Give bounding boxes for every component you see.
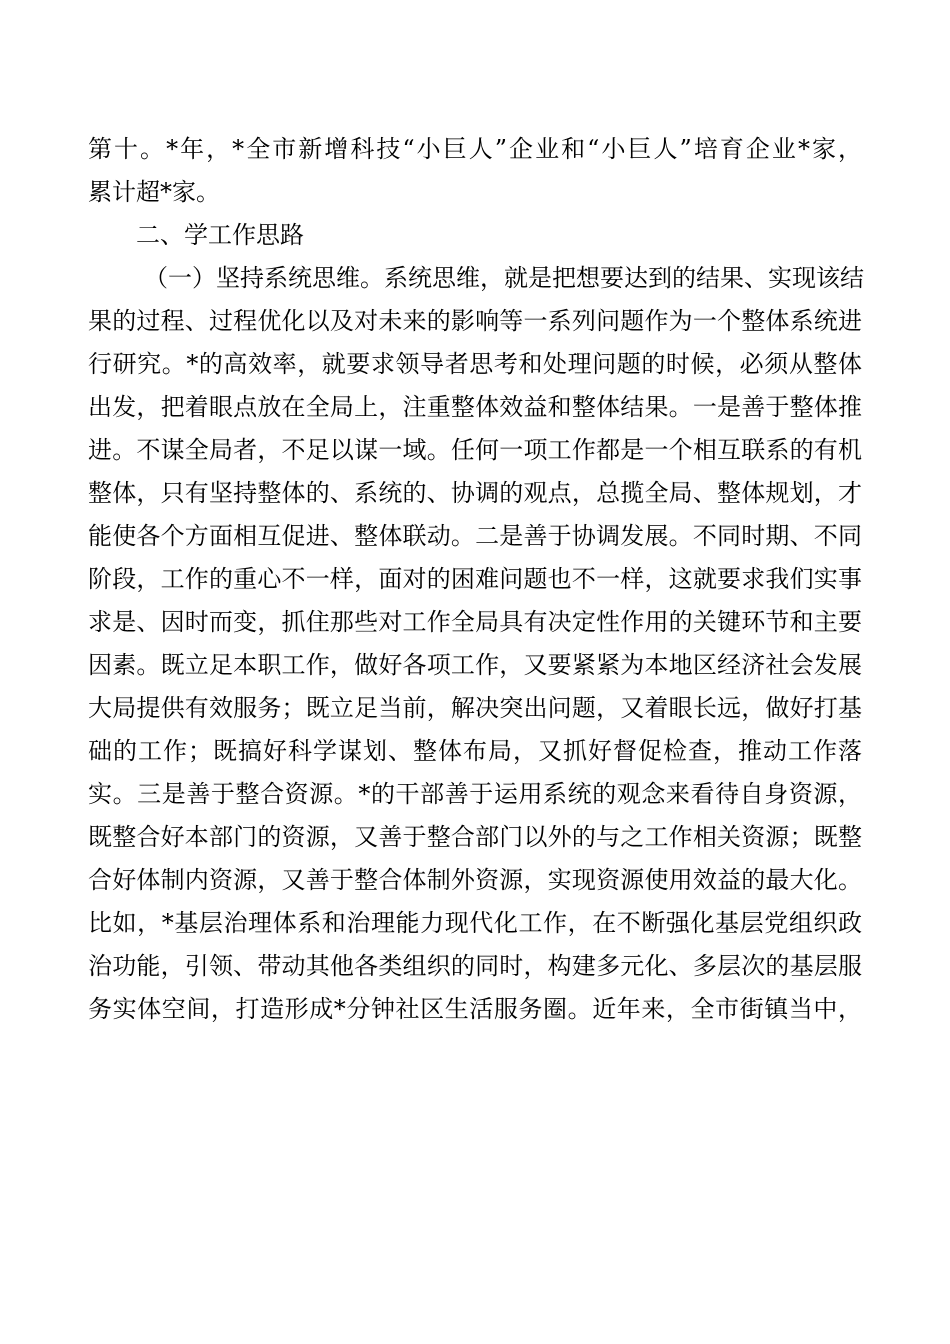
paragraph-line: 求是、因时而变，抓住那些对工作全局具有决定性作用的关键环节和主要 bbox=[88, 608, 862, 636]
paragraph-line: 整体，只有坚持整体的、系统的、协调的观点，总揽全局、整体规划，才 bbox=[88, 479, 862, 507]
paragraph-line: 既整合好本部门的资源，又善于整合部门以外的与之工作相关资源；既整 bbox=[88, 823, 862, 851]
paragraph-line: 因素。既立足本职工作，做好各项工作，又要紧紧为本地区经济社会发展 bbox=[88, 651, 862, 679]
paragraph-line: 第十。*年，*全市新增科技“小巨人”企业和“小巨人”培育企业*家， bbox=[88, 135, 862, 163]
paragraph-line: 行研究。*的高效率，就要求领导者思考和处理问题的时候，必须从整体 bbox=[88, 350, 862, 378]
document-body bbox=[88, 128, 862, 1031]
paragraph-line: 合好体制内资源，又善于整合体制外资源，实现资源使用效益的最大化。 bbox=[88, 866, 862, 894]
paragraph-line: 阶段，工作的重心不一样，面对的困难问题也不一样，这就要求我们实事 bbox=[88, 565, 862, 593]
paragraph-line: 进。不谋全局者，不足以谋一域。任何一项工作都是一个相互联系的有机 bbox=[88, 436, 862, 464]
paragraph-line: 实。三是善于整合资源。*的干部善于运用系统的观念来看待自身资源， bbox=[88, 780, 862, 808]
paragraph-line: 能使各个方面相互促进、整体联动。二是善于协调发展。不同时期、不同 bbox=[88, 522, 862, 550]
paragraph-line: 比如，*基层治理体系和治理能力现代化工作，在不断强化基层党组织政 bbox=[88, 909, 862, 937]
paragraph-line: 累计超*家。 bbox=[88, 178, 220, 206]
paragraph-line: 果的过程、过程优化以及对未来的影响等一系列问题作为一个整体系统进 bbox=[88, 307, 862, 335]
subsection-heading-line: （一）坚持系统思维。系统思维，就是把想要达到的结果、实现该结 bbox=[144, 264, 864, 292]
paragraph-line: 治功能，引领、带动其他各类组织的同时，构建多元化、多层次的基层服 bbox=[88, 952, 862, 980]
section-heading: 二、学工作思路 bbox=[136, 221, 304, 249]
paragraph-line: 础的工作；既搞好科学谋划、整体布局，又抓好督促检查，推动工作落 bbox=[88, 737, 862, 765]
paragraph-line: 出发，把着眼点放在全局上，注重整体效益和整体结果。一是善于整体推 bbox=[88, 393, 862, 421]
paragraph-line: 务实体空间，打造形成*分钟社区生活服务圈。近年来，全市街镇当中， bbox=[88, 995, 862, 1023]
paragraph-line: 大局提供有效服务；既立足当前，解决突出问题，又着眼长远，做好打基 bbox=[88, 694, 862, 722]
